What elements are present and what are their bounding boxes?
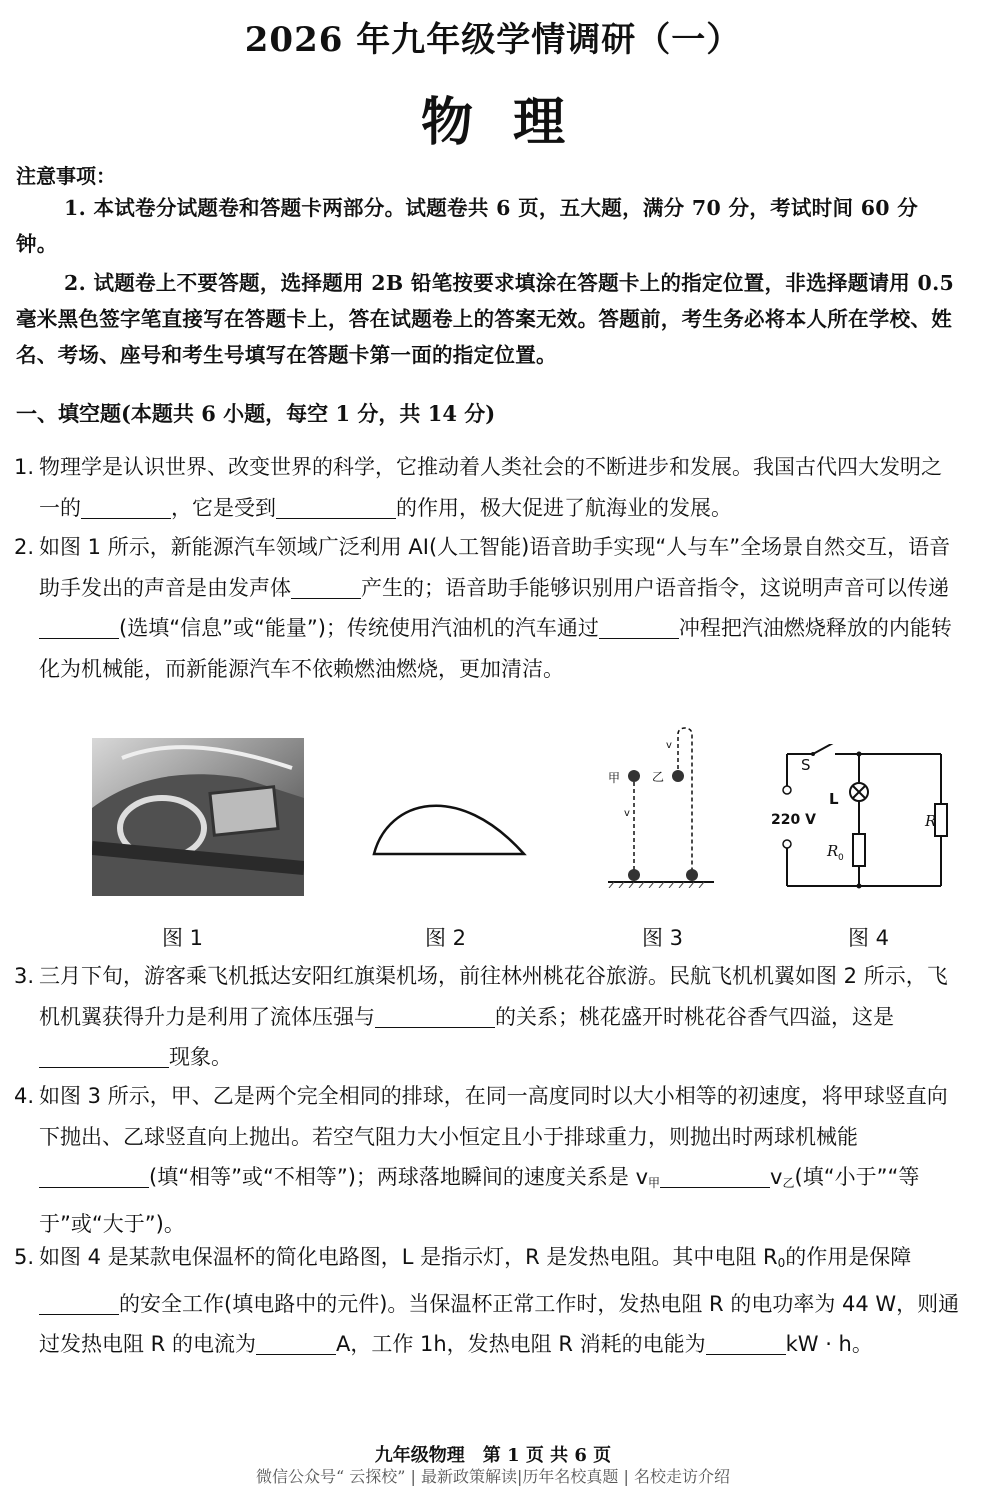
velocity-symbol: v (635, 1165, 649, 1189)
answer-blank (599, 616, 679, 639)
figure-2-wing-profile (368, 790, 528, 860)
subject-title: 物理 (420, 92, 605, 153)
answer-blank (39, 1165, 149, 1188)
figure-3-caption: 图 3 (642, 926, 684, 950)
answer-blank (39, 1292, 119, 1315)
question-4 (14, 1076, 962, 1244)
velocity-subscript-yi: 乙 (782, 1176, 795, 1190)
question-text: 的作用是保障 (785, 1245, 912, 1269)
notice-item-1 (16, 190, 958, 262)
question-number: 1. (14, 455, 35, 479)
question-1 (14, 447, 962, 528)
answer-blank (291, 576, 361, 599)
figure-3-label-v-up: v (666, 740, 672, 751)
question-text: (选填“信息”或“能量”)；传统使用汽油机的汽车通过 (119, 616, 599, 640)
section-heading: 一、填空题(本题共 6 小题，每空 1 分，共 14 分) (16, 401, 496, 426)
question-text: 如图 1 所示，新能源汽车领域广泛利用 AI(人工智能)语音助手实现“人与车”全场景自然交互，语音助手发出的声音是由发声体 (39, 535, 951, 600)
answer-blank (81, 496, 171, 519)
question-text: ，它是受到 (171, 495, 276, 520)
figure-2-caption: 图 2 (425, 926, 467, 950)
question-text: 三月下旬，游客乘飞机抵达安阳红旗渠机场，前往林州桃花谷旅游。民航飞机机翼如图 2 所示，飞机机翼获得升力是利用了流体压强与 (39, 964, 948, 1029)
answer-blank (39, 616, 119, 639)
answer-blank (706, 1332, 786, 1355)
figure-4-label-switch: S (801, 756, 811, 774)
figure-3-label-yi: 乙 (652, 770, 665, 784)
question-5 (14, 1237, 962, 1365)
notice-item-1-text: 1. 本试卷分试题卷和答题卡两部分。试题卷共 6 页，五大题，满分 70 分，考试时间 60 分钟。 (16, 196, 919, 256)
notice-item-2 (16, 265, 958, 373)
figure-3-label-jia: 甲 (608, 771, 621, 785)
velocity-subscript-jia: 甲 (648, 1176, 661, 1190)
notice-heading: 注意事项： (16, 164, 116, 188)
figure-4-label-r0: R (827, 842, 839, 860)
question-number: 5. (14, 1245, 35, 1269)
figure-3-ball-throw-diagram (608, 724, 714, 888)
question-text: 产生的；语音助手能够识别用户语音指令，这说明声音可以传递 (361, 575, 949, 600)
page-footer: 九年级物理 第 1 页 共 6 页 (374, 1445, 612, 1466)
question-text: 如图 3 所示，甲、乙是两个完全相同的排球，在同一高度同时以大小相等的初速度，将甲球竖直向下抛出、乙球竖直向上抛出。若空气阻力大小恒定且小于排球重力，则抛出时两球机械能 (39, 1084, 948, 1149)
figure-4-circuit-diagram (765, 744, 951, 890)
question-text: (填“小于”“等于”或“大于”)。 (39, 1165, 920, 1236)
question-text: kW · h。 (785, 1332, 873, 1356)
figure-4-label-r: R (925, 812, 937, 830)
watermark-text: 微信公众号“ 云探校” | 最新政策解读|历年名校真题 | 名校走访介绍 (256, 1467, 730, 1486)
resistor-subscript: 0 (777, 1256, 786, 1270)
answer-blank (660, 1165, 770, 1188)
question-text: 物理学是认识世界、改变世界的科学，它推动着人类社会的不断进步和发展。我国古代四大发明之一的 (39, 455, 942, 520)
question-number: 3. (14, 964, 35, 988)
question-text: 冲程把汽油燃烧释放的内能转化为机械能，而新能源汽车不依赖燃油燃烧，更加清洁。 (39, 616, 952, 681)
question-text: 现象。 (169, 1045, 232, 1069)
figure-1-car-interior-photo (92, 738, 304, 896)
question-text: 的关系；桃花盛开时桃花谷香气四溢，这是 (495, 1004, 894, 1029)
question-text: 的安全工作(填电路中的元件)。当保温杯正常工作时，发热电阻 R 的电功率为 44 W，则通过发热电阻 R 的电流为 (39, 1291, 960, 1356)
exam-title: 2026 年九年级学情调研（一） (244, 20, 742, 60)
question-text: (填“相等”或“不相等”)；两球落地瞬间的速度关系是 (149, 1165, 629, 1189)
answer-blank (39, 1045, 169, 1068)
answer-blank (276, 496, 396, 519)
question-number: 2. (14, 535, 35, 559)
figure-4-label-voltage: 220 V (771, 812, 816, 828)
figure-4-caption: 图 4 (848, 926, 890, 950)
figure-4-label-lamp: L (829, 790, 839, 808)
question-3 (14, 956, 962, 1078)
question-text: 如图 4 是某款电保温杯的简化电路图，L 是指示灯，R 是发热电阻。其中电阻 R (39, 1245, 778, 1269)
answer-blank (375, 1005, 495, 1028)
notice-item-2-text: 2. 试题卷上不要答题，选择题用 2B 铅笔按要求填涂在答题卡上的指定位置，非选择题请用 0.5 毫米黑色签字笔直接写在答题卡上，答在试题卷上的答案无效。答题前，考生务必将本人所在学校、姓名、考场、座号和考生号填写在答题卡第一面的指定位置。 (16, 271, 955, 367)
question-text: 的作用，极大促进了航海业的发展。 (396, 495, 732, 520)
question-number: 4. (14, 1084, 35, 1108)
figure-3-label-v-down: v (624, 808, 630, 819)
figure-4-label-r0-sub: 0 (838, 853, 844, 863)
figure-1-caption: 图 1 (162, 926, 204, 950)
velocity-symbol: v (770, 1165, 783, 1189)
question-text: A，工作 1h，发热电阻 R 消耗的电能为 (335, 1332, 706, 1356)
question-2 (14, 527, 962, 689)
answer-blank (256, 1332, 336, 1355)
